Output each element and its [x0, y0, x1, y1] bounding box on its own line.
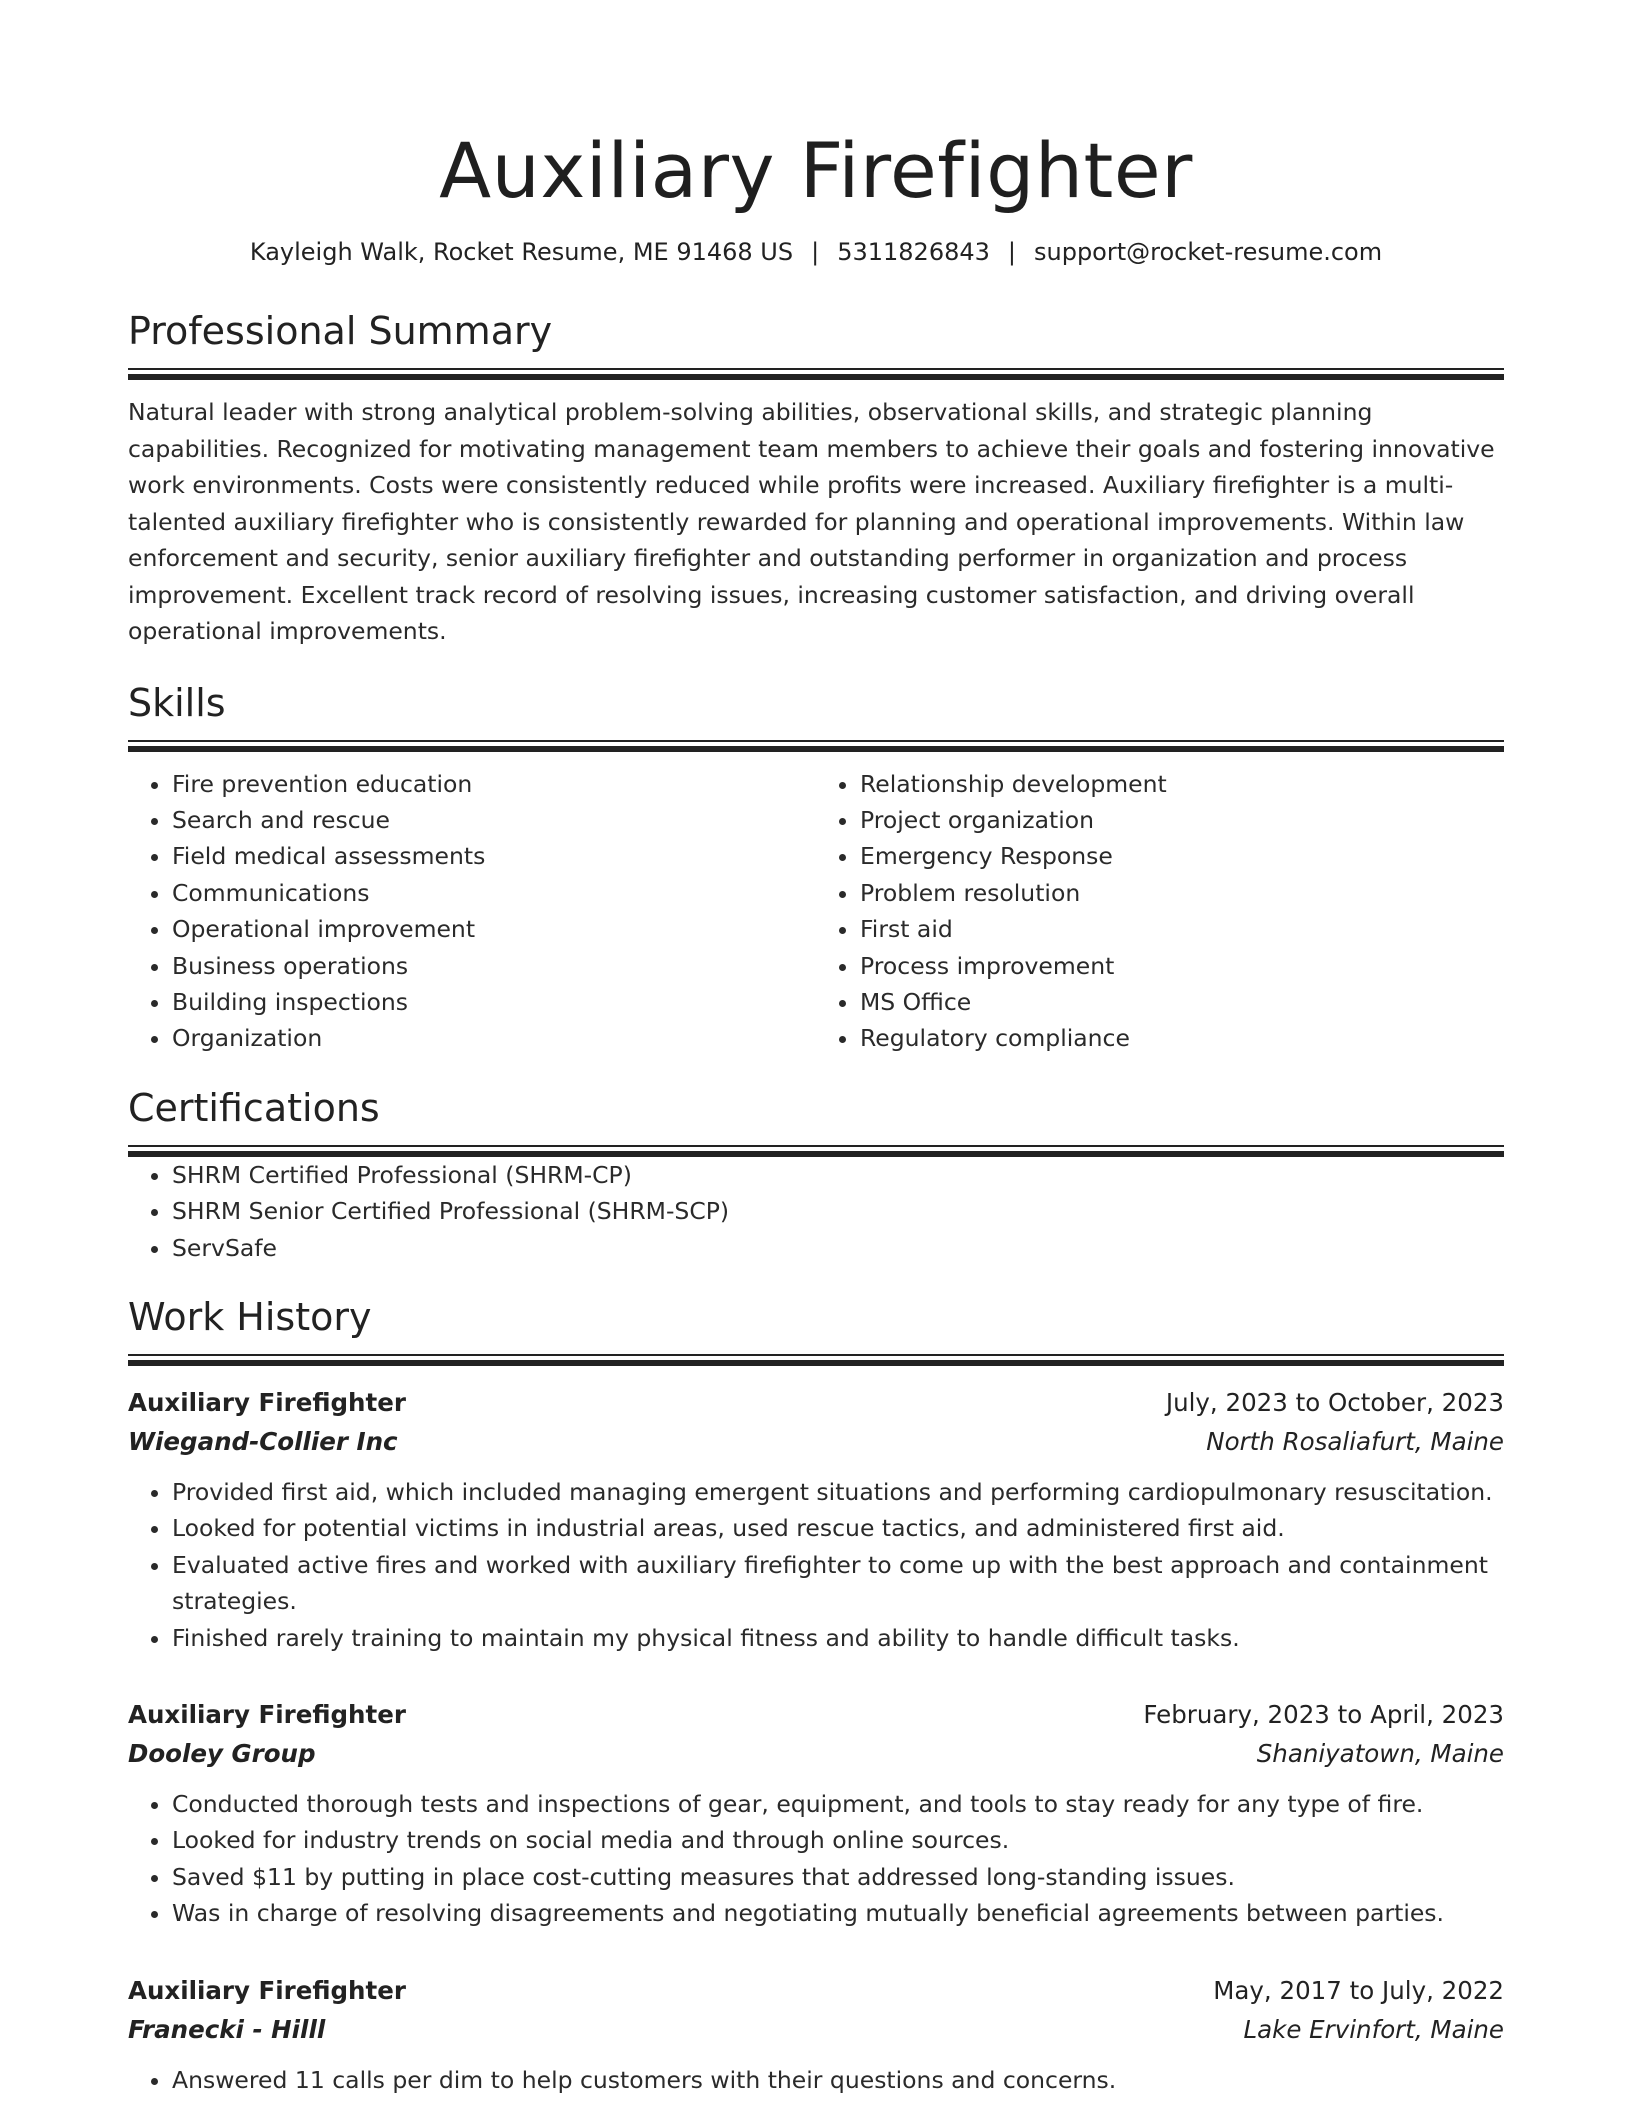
skill-item: • Regulatory compliance — [860, 1020, 1504, 1056]
skill-item: • Problem resolution — [860, 875, 1504, 911]
section-divider — [128, 740, 1504, 742]
job-bullet: • Evaluated active fires and worked with auxiliary firefighter to come up with the best approach and containment strategies. — [172, 1547, 1504, 1620]
job-company-row — [128, 1422, 1504, 1462]
section-divider-thick — [128, 374, 1504, 380]
job-bullets — [128, 1786, 1504, 1932]
skill-item: • MS Office — [860, 984, 1504, 1020]
contact-separator: | — [811, 238, 820, 266]
job-company: Franecki - Hilll — [128, 2014, 326, 2044]
job-dates: May, 2017 to July, 2022 — [1213, 1975, 1504, 2005]
summary-text: Natural leader with strong analytical problem-solving abilities, observational skills, and strategic planning capabilities. Recognized for motivating management team members to achieve their goals and fostering innovative work environments. Costs were consistently reduced while profits were increased. Auxiliary firefighter is a multi-talented auxiliary firefighter who is consistently rewarded for planning and operational improvements. Within law enforcement and security, senior auxiliary firefighter and outstanding performer in organization and process improvement. Excellent track record of resolving issues, increasing customer satisfaction, and driving overall operational improvements. — [128, 398, 1495, 645]
certification-item: • SHRM Senior Certified Professional (SHRM-SCP) — [172, 1193, 1504, 1229]
job-bullet: • Looked for potential victims in industrial areas, used rescue tactics, and administered first aid. — [172, 1510, 1504, 1546]
job-bullets — [128, 2062, 1504, 2098]
resume-title: Auxiliary Firefighter — [439, 126, 1193, 215]
job-company: Wiegand-Collier Inc — [128, 1426, 398, 1456]
job-bullet: • Provided first aid, which included managing emergent situations and performing cardiopulmonary resuscitation. — [172, 1474, 1504, 1510]
skill-item: • Relationship development — [860, 766, 1504, 802]
skill-item: • Emergency Response — [860, 838, 1504, 874]
skill-item: • Communications — [172, 875, 816, 911]
section-heading-summary: Professional Summary — [128, 309, 553, 353]
skill-item: • Building inspections — [172, 984, 816, 1020]
skill-item: • Fire prevention education — [172, 766, 816, 802]
section-divider-thick — [128, 746, 1504, 752]
certification-item: • SHRM Certified Professional (SHRM-CP) — [172, 1157, 1504, 1193]
section-divider-thick — [128, 1360, 1504, 1366]
resume-page — [128, 0, 1504, 2098]
job-header-row — [128, 1696, 1504, 1734]
job-location: North Rosaliafurt, Maine — [1206, 1426, 1504, 1456]
job-bullet: • Was in charge of resolving disagreements and negotiating mutually beneficial agreements between parties. — [172, 1895, 1504, 1931]
skill-item: • Process improvement — [860, 948, 1504, 984]
job-bullet: • Conducted thorough tests and inspections of gear, equipment, and tools to stay ready for any type of fire. — [172, 1786, 1504, 1822]
job-bullet: • Saved $11 by putting in place cost-cutting measures that addressed long-standing issues. — [172, 1859, 1504, 1895]
skill-item: • Search and rescue — [172, 802, 816, 838]
job-company-row — [128, 1734, 1504, 1774]
job-header-row — [128, 1972, 1504, 2010]
job-title: Auxiliary Firefighter — [128, 1975, 406, 2005]
job-entry — [128, 1696, 1504, 1932]
job-dates: February, 2023 to April, 2023 — [1143, 1700, 1504, 1729]
certification-item: • ServSafe — [172, 1230, 1504, 1266]
skills-list-left — [128, 766, 816, 1057]
section-skills — [128, 680, 1504, 1057]
section-divider — [128, 1354, 1504, 1356]
skill-item: • Project organization — [860, 802, 1504, 838]
job-location: Lake Ervinfort, Maine — [1243, 2014, 1504, 2044]
contact-separator: | — [1007, 238, 1016, 266]
section-heading-certifications: Certifications — [128, 1085, 380, 1130]
job-header-row — [128, 1384, 1504, 1422]
contact-line — [128, 236, 1504, 268]
job-entry — [128, 1972, 1504, 2098]
section-divider — [128, 1145, 1504, 1147]
contact-address: Kayleigh Walk, Rocket Resume, ME 91468 US — [249, 238, 794, 266]
job-company: Dooley Group — [128, 1739, 316, 1768]
job-bullet: • Finished rarely training to maintain my physical fitness and ability to handle difficult tasks. — [172, 1620, 1504, 1656]
certifications-list — [128, 1157, 1504, 1266]
job-company-row — [128, 2010, 1504, 2050]
job-bullets — [128, 1474, 1504, 1656]
job-location: Shaniyatown, Maine — [1256, 1739, 1504, 1768]
section-certifications — [128, 1085, 1504, 1266]
section-work-history — [128, 1294, 1504, 2098]
job-dates: July, 2023 to October, 2023 — [1165, 1387, 1504, 1417]
skill-item: • First aid — [860, 911, 1504, 947]
skill-item: • Organization — [172, 1020, 816, 1056]
section-heading-work-history: Work History — [128, 1294, 372, 1339]
job-bullet: • Looked for industry trends on social media and through online sources. — [172, 1822, 1504, 1858]
job-entry — [128, 1384, 1504, 1656]
job-title: Auxiliary Firefighter — [128, 1387, 406, 1417]
skills-columns — [128, 766, 1504, 1057]
skills-list-right — [816, 766, 1504, 1057]
section-divider — [128, 368, 1504, 370]
skill-item: • Field medical assessments — [172, 838, 816, 874]
contact-phone: 5311826843 — [837, 238, 990, 266]
skill-item: • Operational improvement — [172, 911, 816, 947]
section-heading-skills: Skills — [128, 680, 226, 725]
contact-email: support@rocket-resume.com — [1034, 238, 1383, 266]
section-summary — [128, 308, 1504, 650]
job-bullet: • Answered 11 calls per dim to help customers with their questions and concerns. — [172, 2062, 1504, 2098]
job-title: Auxiliary Firefighter — [128, 1700, 406, 1729]
skill-item: • Business operations — [172, 948, 816, 984]
